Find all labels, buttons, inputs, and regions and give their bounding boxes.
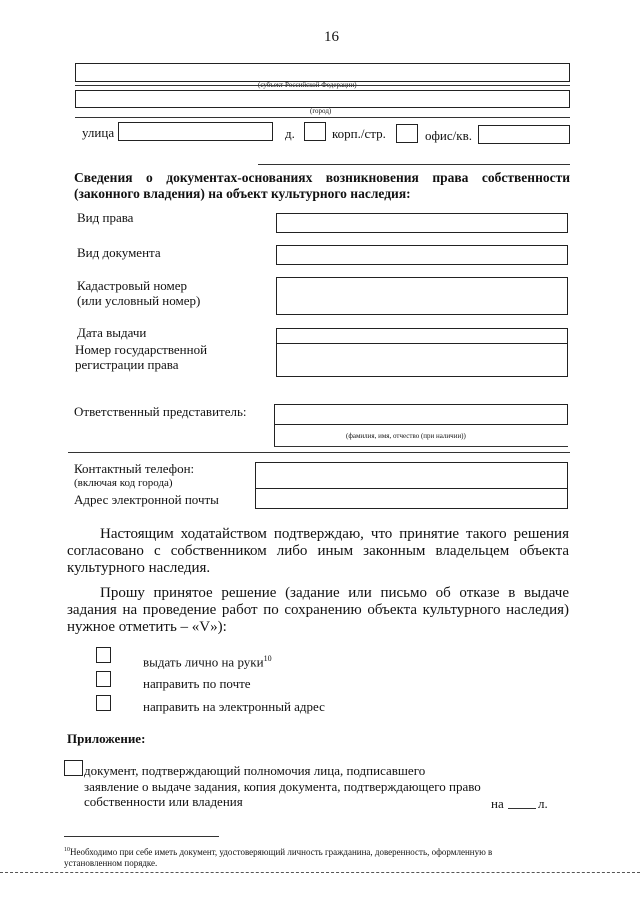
pages-suffix: л.	[538, 796, 548, 811]
scan-cut-line	[0, 872, 640, 873]
email-input[interactable]	[255, 488, 568, 509]
footnote-line-1: Необходимо при себе иметь документ, удостоверяющий личность гражданина, доверенность, оформленную в	[70, 847, 493, 857]
doc-type-input[interactable]	[276, 245, 568, 265]
street-label: улица	[82, 125, 115, 140]
office-label: офис/кв.	[425, 128, 472, 143]
right-type-label: Вид права	[77, 210, 134, 225]
reg-number-label: Номер государственной	[75, 342, 208, 357]
footnote-number: 10	[64, 847, 70, 853]
subject-caption: (субъект Российской Федерации)	[258, 81, 357, 89]
phone-input[interactable]	[255, 462, 568, 489]
city-caption: (город)	[310, 107, 332, 115]
footnote-text	[64, 845, 570, 869]
pages-count-field[interactable]	[508, 808, 536, 809]
cadastral-input[interactable]	[276, 277, 568, 315]
delivery-paragraph: Прошу принятое решение (задание или письмо об отказе в выдаче задания на проведение работ по сохранению объекта культурного наследия) нужное отметить – «V»):	[67, 585, 569, 635]
office-input[interactable]	[478, 125, 570, 144]
option-email-checkbox[interactable]	[96, 695, 111, 711]
city-underline	[75, 117, 570, 118]
house-input[interactable]	[304, 122, 326, 141]
representative-divider	[68, 452, 570, 453]
option-mail-checkbox[interactable]	[96, 671, 111, 687]
cadastral-label: Кадастровый номер	[77, 278, 188, 293]
building-label: корп./стр.	[332, 126, 386, 141]
cadastral-sublabel: (или условный номер)	[77, 293, 201, 308]
documents-heading: Сведения о документах-основаниях возникновения права собственности (законного владения) на объект культурного наследия:	[74, 170, 570, 201]
subject-input[interactable]	[75, 63, 570, 82]
attachment-heading: Приложение:	[67, 731, 146, 746]
house-label: д.	[285, 126, 295, 141]
footnote-separator	[64, 836, 219, 837]
option-in-person-label: выдать лично на руки$^{10}$	[143, 654, 272, 670]
footnote-line-2: установленном порядке.	[64, 858, 158, 868]
attachment-checkbox[interactable]	[64, 760, 83, 776]
pages-prefix: на	[491, 796, 504, 811]
reg-number-sublabel: регистрации права	[75, 357, 179, 372]
attachment-line-3: собственности или владения	[84, 794, 243, 809]
city-input[interactable]	[75, 90, 570, 108]
option-email-label: направить на электронный адрес	[143, 699, 325, 714]
phone-sublabel: (включая код города)	[74, 477, 173, 489]
email-label: Адрес электронной почты	[74, 492, 219, 507]
issue-date-label: Дата выдачи	[77, 325, 147, 340]
street-input[interactable]	[118, 122, 273, 141]
phone-label: Контактный телефон:	[74, 461, 195, 476]
reg-number-input[interactable]	[276, 343, 568, 377]
right-type-input[interactable]	[276, 213, 568, 233]
confirmation-paragraph: Настоящим ходатайством подтверждаю, что принятие такого решения согласовано с собственником либо иным законным владельцем объекта культурного наследия.	[67, 526, 569, 576]
subject-underline	[75, 85, 570, 86]
attachment-line-1: документ, подтверждающий полномочия лица, подписавшего	[84, 763, 426, 778]
building-input[interactable]	[396, 124, 418, 143]
footnote-ref: 10	[263, 654, 272, 663]
page-number: 16	[324, 29, 339, 45]
representative-caption: (фамилия, имя, отчество (при наличии))	[346, 432, 466, 440]
representative-label: Ответственный представитель:	[74, 404, 247, 419]
attachment-line-2: заявление о выдаче задания, копия документа, подтверждающего право	[84, 779, 481, 794]
representative-input[interactable]	[274, 404, 568, 425]
representative-box-bottom	[274, 446, 568, 447]
option-mail-label: направить по почте	[143, 676, 251, 691]
address-divider	[258, 164, 570, 165]
doc-type-label: Вид документа	[77, 245, 161, 260]
option-in-person-checkbox[interactable]	[96, 647, 111, 663]
representative-box-edge	[274, 425, 275, 447]
